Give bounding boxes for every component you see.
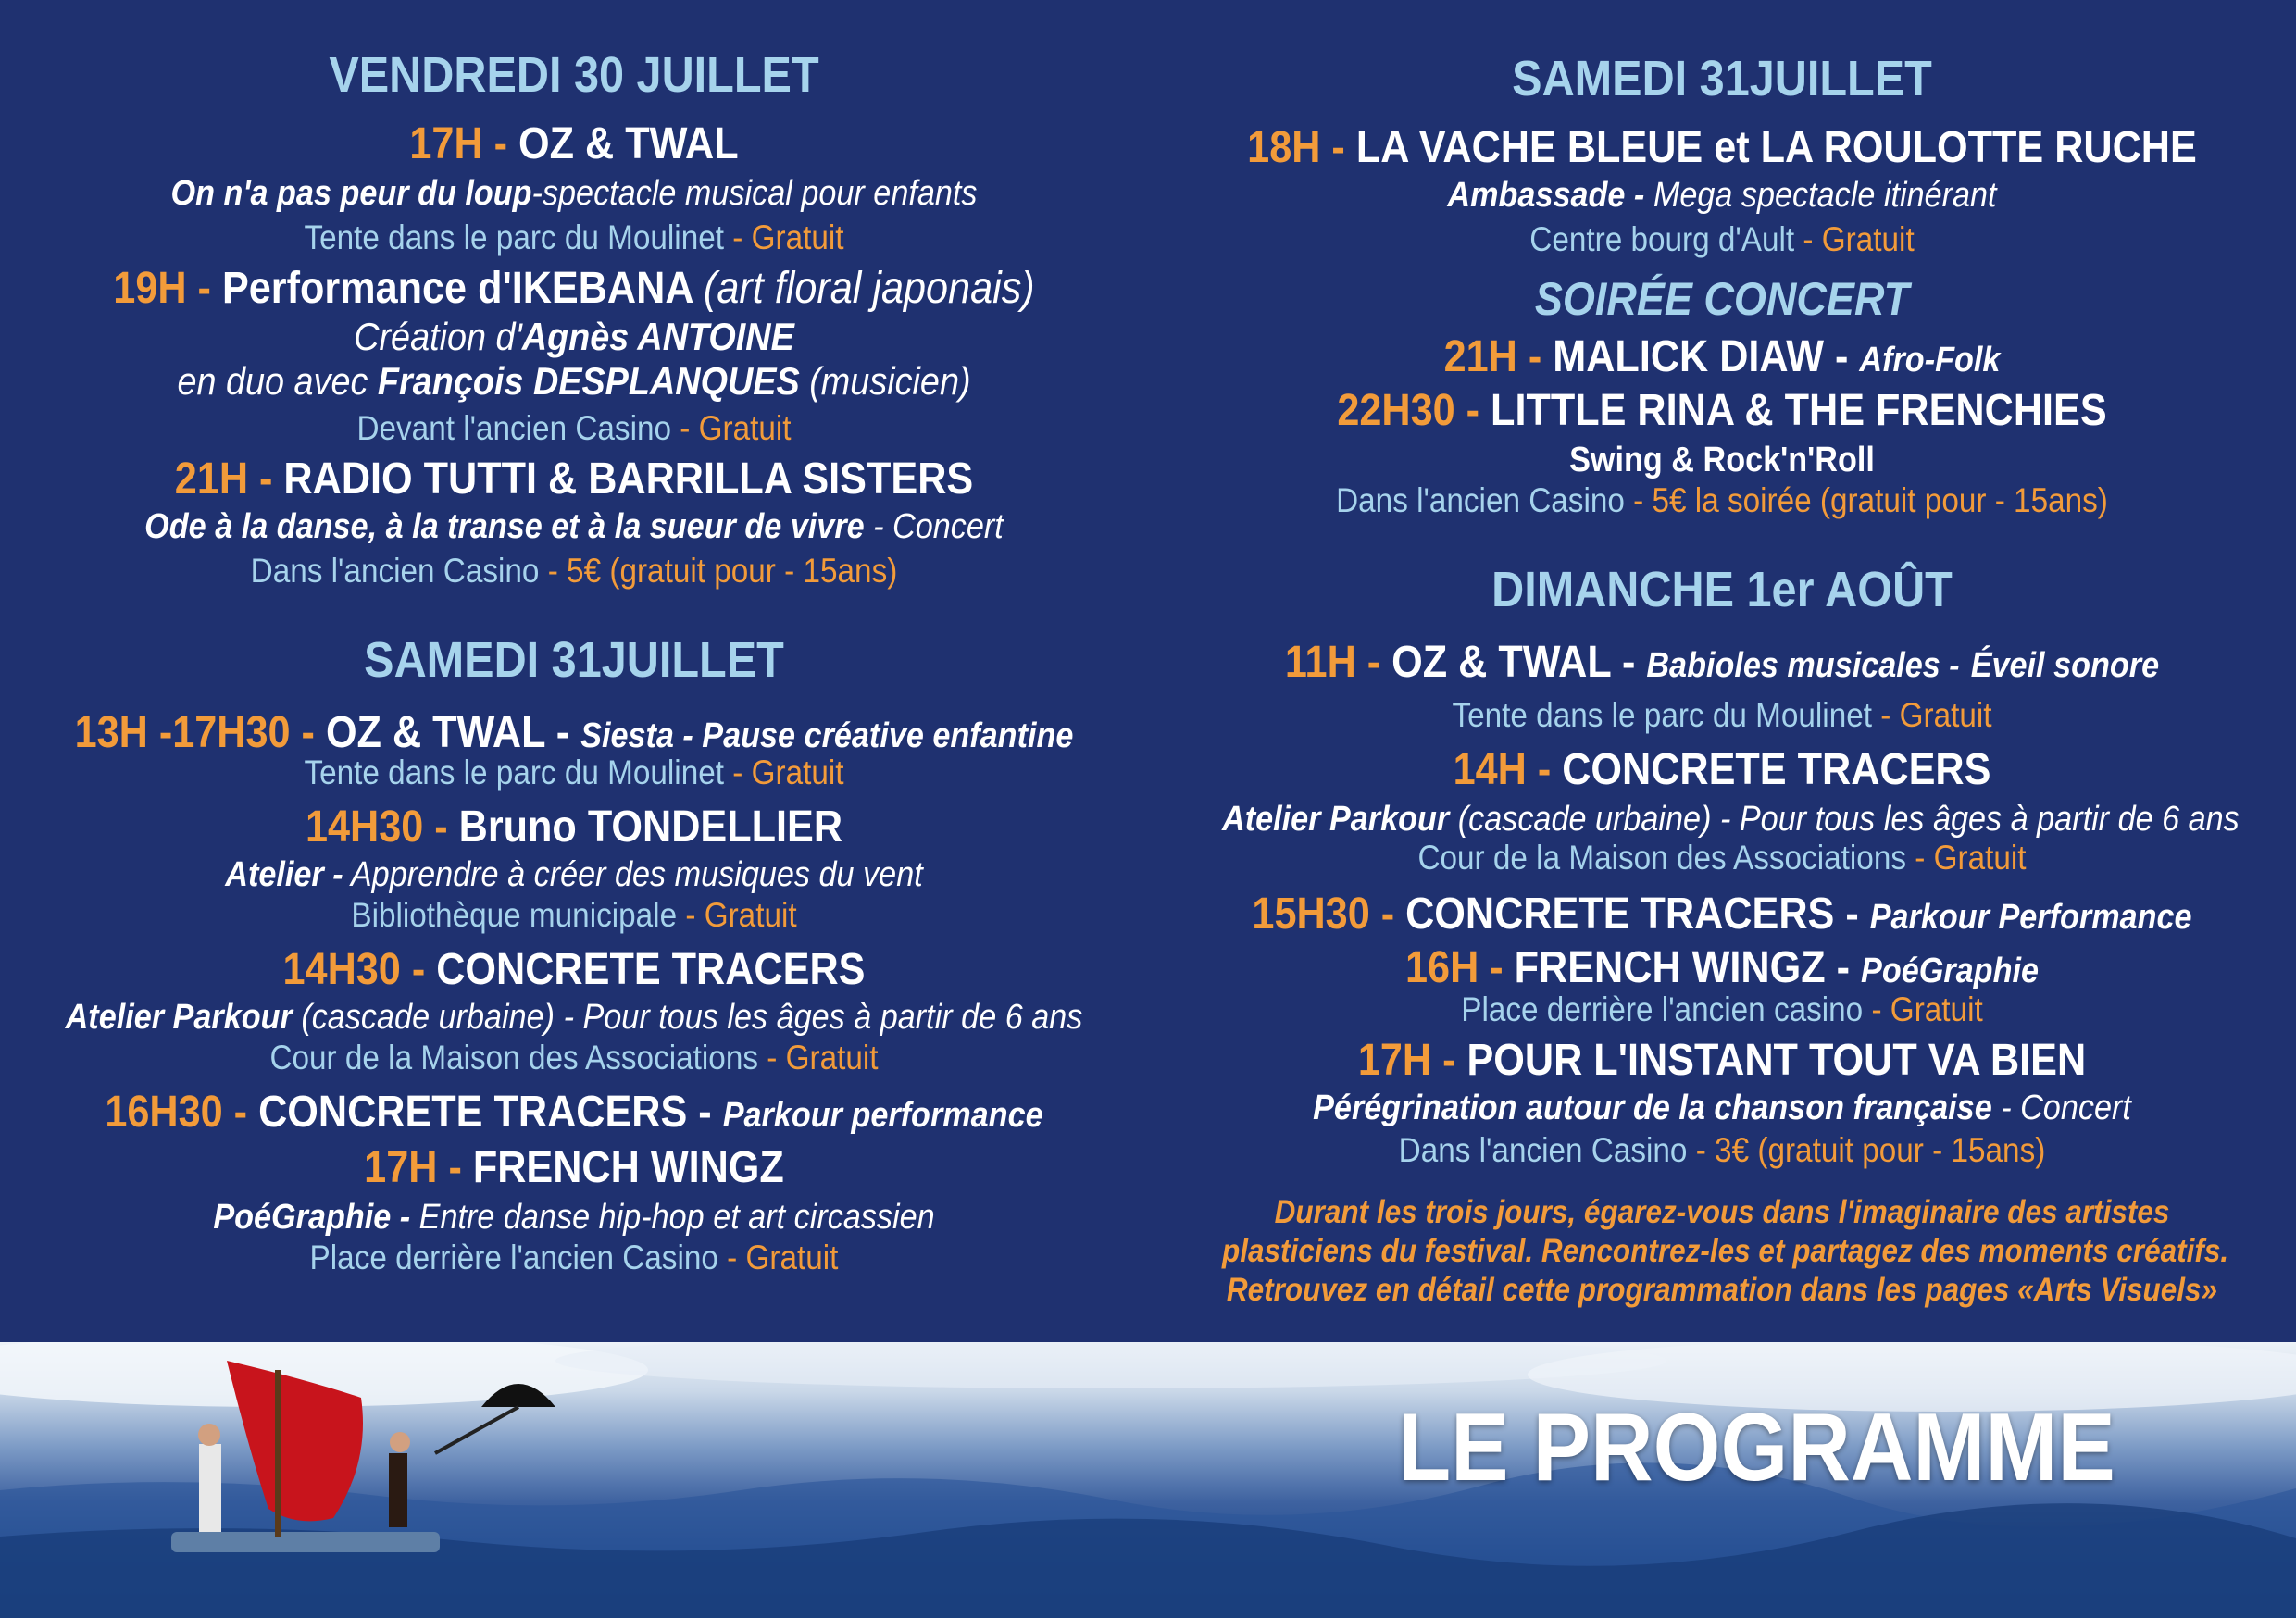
event-title: OZ & TWAL -: [1391, 638, 1636, 687]
event-time: 19H -: [113, 264, 211, 313]
event-title-italic: Parkour Performance: [1869, 898, 2192, 937]
event-title-italic: PoéGraphie: [1861, 952, 2039, 990]
event-title: CONCRETE TRACERS: [436, 945, 866, 994]
event-heading: [1222, 385, 2222, 436]
event-subtitle-pre: Création d': [354, 315, 522, 358]
event-location: [57, 218, 1091, 257]
price-text: - Gratuit: [1871, 990, 1983, 1028]
event-heading: [1222, 942, 2222, 993]
event-description: [57, 998, 1091, 1038]
price-text: - Gratuit: [732, 753, 844, 791]
footer-note-line: plasticiens du festival. Rencontrez-les et partagez des moments créatifs.: [1222, 1233, 2229, 1269]
event-time: 14H30 -: [282, 945, 426, 994]
event-time: 21H -: [174, 454, 273, 504]
event-description: [57, 359, 1091, 404]
event-subtitle: Ode à la danse, à la transe et à la sueur de vivre: [144, 507, 865, 546]
event-heading: [57, 1142, 1091, 1193]
event-heading: [57, 454, 1091, 504]
footer-note-line: Retrouvez en détail cette programmation dans les pages «Arts Visuels»: [1226, 1272, 2218, 1308]
event-subtitle-rest: Apprendre à créer des musiques du vent: [350, 855, 923, 894]
price-text: - Gratuit: [727, 1238, 839, 1276]
event-title: POUR L'INSTANT TOUT VA BIEN: [1466, 1036, 2087, 1085]
price-text: - Gratuit: [732, 218, 844, 256]
event-location: [57, 1238, 1091, 1277]
event-subtitle-rest: (cascade urbaine) - Pour tous les âges à partir de 6 ans: [1457, 800, 2240, 839]
event-subtitle-pre: en duo avec: [177, 359, 378, 403]
event-location: [1222, 481, 2222, 520]
footer-note-line: Durant les trois jours, égarez-vous dans l'imaginaire des artistes: [1274, 1194, 2170, 1230]
location-text: Dans l'ancien Casino: [1398, 1131, 1688, 1169]
event-title: LA VACHE BLEUE et LA ROULOTTE RUCHE: [1355, 123, 2197, 172]
event-time: 17H -: [364, 1143, 462, 1192]
event-time: 13H -17H30 -: [74, 708, 315, 757]
event-description: [57, 1198, 1091, 1238]
price-text: - Gratuit: [1803, 220, 1915, 258]
event-description: [57, 315, 1091, 359]
event-time: 11H -: [1284, 638, 1381, 687]
event-heading: [1222, 637, 2222, 688]
day-heading: DIMANCHE 1er AOÛT: [1491, 562, 1953, 617]
event-time: 18H -: [1247, 123, 1345, 172]
event-heading: [57, 118, 1091, 169]
event-heading: [57, 263, 1091, 314]
event-location: [57, 753, 1091, 792]
event-subtitle: Atelier Parkour: [1222, 800, 1450, 839]
event-title: CONCRETE TRACERS -: [258, 1088, 712, 1137]
price-text: - 5€ la soirée (gratuit pour - 15ans): [1633, 481, 2108, 519]
event-description: [1222, 441, 2222, 480]
location-text: Cour de la Maison des Associations: [269, 1039, 758, 1077]
event-heading: [57, 707, 1091, 758]
artist-name: Agnès ANTOINE: [521, 315, 794, 358]
event-time: 17H -: [1357, 1036, 1456, 1085]
event-heading: [57, 1087, 1091, 1138]
event-subtitle: On n'a pas peur du loup: [170, 174, 532, 213]
location-text: Place derrière l'ancien casino: [1461, 990, 1864, 1028]
price-text: - 5€ (gratuit pour - 15ans): [547, 552, 898, 590]
event-title: RADIO TUTTI & BARRILLA SISTERS: [283, 454, 974, 504]
day-heading: SAMEDI 31JUILLET: [1512, 51, 1932, 106]
event-subtitle-rest: (cascade urbaine) - Pour tous les âges à partir de 6 ans: [301, 998, 1083, 1037]
event-description: [57, 174, 1091, 214]
event-location: [1222, 696, 2222, 735]
event-title: OZ & TWAL -: [325, 708, 570, 757]
event-heading: [1222, 889, 2222, 940]
event-title: CONCRETE TRACERS: [1562, 745, 1991, 794]
location-text: Dans l'ancien Casino: [1336, 481, 1625, 519]
event-title: LITTLE RINA & THE FRENCHIES: [1491, 386, 2107, 435]
event-heading: [1222, 331, 2222, 382]
event-heading: [57, 944, 1091, 995]
location-text: Tente dans le parc du Moulinet: [304, 218, 724, 256]
event-subtitle: Atelier Parkour: [65, 998, 293, 1037]
event-subtitle-rest: - Concert: [873, 507, 1004, 546]
event-title: FRENCH WINGZ -: [1514, 943, 1851, 992]
event-time: 16H30 -: [105, 1088, 248, 1137]
event-location: [1222, 839, 2222, 877]
event-subtitle-rest: (musicien): [809, 359, 971, 403]
event-subtitle-rest: Pause créative enfantine: [702, 716, 1074, 755]
event-subtitle-rest: - Concert: [2001, 1089, 2131, 1127]
event-title: OZ & TWAL: [518, 119, 739, 168]
event-time: 14H30 -: [305, 803, 448, 852]
event-title: MALICK DIAW -: [1553, 332, 1849, 381]
event-time: 17H -: [409, 119, 508, 168]
location-text: Place derrière l'ancien Casino: [309, 1238, 718, 1276]
price-text: - 3€ (gratuit pour - 15ans): [1695, 1131, 2046, 1169]
event-heading: [57, 802, 1091, 853]
event-subtitle: PoéGraphie -: [213, 1198, 411, 1237]
event-description: [57, 855, 1091, 895]
event-description: [1222, 176, 2222, 216]
price-text: - Gratuit: [680, 409, 792, 447]
price-text: - Gratuit: [767, 1039, 879, 1077]
event-title-italic: Babioles musicales -: [1646, 646, 1960, 685]
event-location: [57, 1039, 1091, 1077]
event-time: 16H -: [1405, 943, 1504, 992]
price-text: - Gratuit: [685, 896, 797, 934]
location-text: Centre bourg d'Ault: [1529, 220, 1795, 258]
event-time: 22H30 -: [1337, 386, 1480, 435]
event-location: [57, 409, 1091, 448]
event-title-italic-rest: Éveil sonore: [1970, 646, 2160, 685]
banner-title: LE PROGRAMME: [1398, 1394, 2115, 1501]
day-heading: SAMEDI 31JUILLET: [364, 632, 784, 688]
event-title: CONCRETE TRACERS -: [1405, 890, 1859, 939]
event-subtitle: Pérégrination autour de la chanson française: [1313, 1089, 1992, 1127]
location-text: Bibliothèque municipale: [351, 896, 678, 934]
event-subtitle: Atelier -: [225, 855, 343, 894]
concert-heading: SOIRÉE CONCERT: [1534, 273, 1910, 325]
location-text: Dans l'ancien Casino: [250, 552, 540, 590]
event-description: [1222, 800, 2240, 840]
event-subtitle: Ambassade -: [1447, 176, 1645, 215]
event-subtitle-rest: -spectacle musical pour enfants: [531, 174, 978, 213]
event-title: Bruno TONDELLIER: [458, 803, 843, 852]
event-location: [1222, 220, 2222, 259]
location-text: Cour de la Maison des Associations: [1417, 839, 1906, 877]
location-text: Tente dans le parc du Moulinet: [304, 753, 724, 791]
artist-name: François DESPLANQUES: [377, 359, 800, 403]
event-description: [1222, 1089, 2222, 1128]
event-heading: [1222, 744, 2222, 795]
event-location: [57, 552, 1091, 591]
event-title: FRENCH WINGZ: [472, 1143, 784, 1192]
event-location: [1222, 1131, 2222, 1170]
event-title-italic: Afro-Folk: [1859, 341, 2001, 380]
event-subtitle: Swing & Rock'n'Roll: [1569, 441, 1875, 479]
event-heading: [1222, 122, 2222, 173]
event-title-rest: (art floral japonais): [703, 264, 1035, 313]
price-text: - Gratuit: [1880, 696, 1992, 734]
event-time: 15H30 -: [1252, 890, 1395, 939]
day-heading: VENDREDI 30 JUILLET: [329, 47, 819, 103]
event-description: [57, 507, 1091, 547]
event-location: [1222, 990, 2222, 1029]
price-text: - Gratuit: [1915, 839, 2027, 877]
event-time: 14H -: [1453, 745, 1552, 794]
event-heading: [1222, 1035, 2222, 1086]
event-subtitle: Siesta -: [580, 716, 693, 755]
location-text: Tente dans le parc du Moulinet: [1452, 696, 1872, 734]
event-subtitle-rest: Mega spectacle itinérant: [1653, 176, 1997, 215]
event-title: Performance d'IKEBANA: [221, 264, 693, 313]
event-time: 21H -: [1443, 332, 1542, 381]
location-text: Devant l'ancien Casino: [356, 409, 672, 447]
event-subtitle-rest: Entre danse hip-hop et art circassien: [418, 1198, 935, 1237]
event-title-italic: Parkour performance: [722, 1096, 1043, 1135]
event-location: [57, 896, 1091, 935]
